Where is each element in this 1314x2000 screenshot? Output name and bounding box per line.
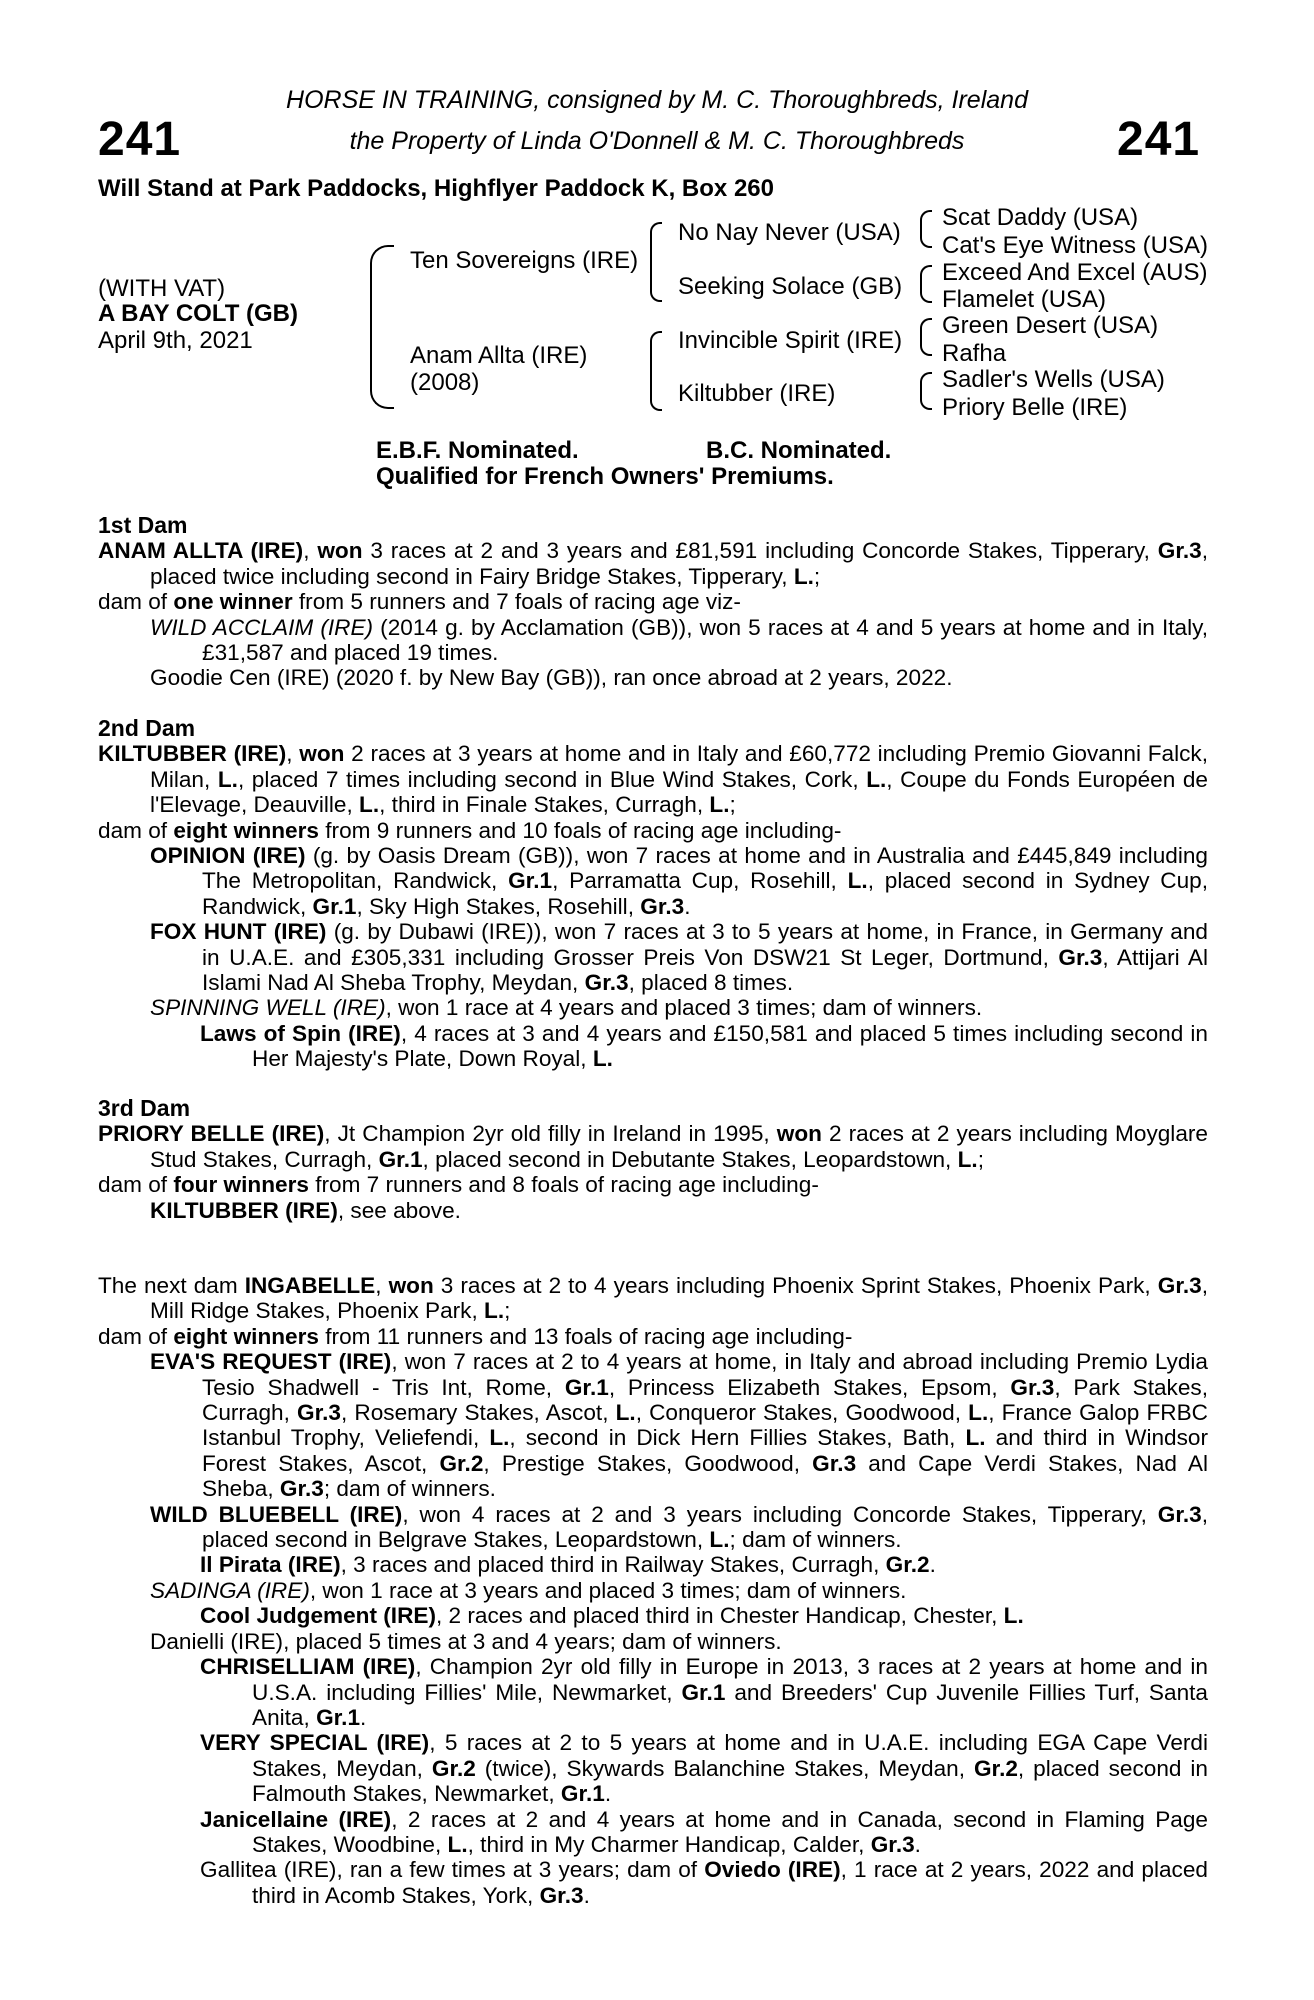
sd-sire: Exceed And Excel (AUS) [942, 259, 1208, 286]
dam-dam: Kiltubber (IRE) [678, 380, 836, 407]
pedigree-brace [370, 245, 394, 409]
first-dam-text: ANAM ALLTA (IRE), won 3 races at 2 and 3 years and £81,591 including Concorde Stakes, Tipperary, Gr.3, placed twice including second in Fairy Bridge Stakes, Tipperary, L.; [98, 538, 1208, 589]
french-premiums: Qualified for French Owners' Premiums. [376, 463, 834, 490]
ebf-nominated: E.B.F. Nominated. [376, 437, 579, 464]
next-dam-section [98, 1273, 1208, 1908]
dam-brace [650, 331, 662, 411]
horse-dob: April 9th, 2021 [98, 327, 253, 354]
produce-janicellaine: Janicellaine (IRE), 2 races at 2 and 4 years at home and in Canada, second in Flaming Page Stakes, Woodbine, L., third in My Charmer Handicap, Calder, Gr.3. [200, 1806, 1209, 1857]
sire-sire: No Nay Never (USA) [678, 219, 901, 246]
produce-kiltubber: KILTUBBER (IRE), see above. [150, 1197, 461, 1223]
vat-note: (WITH VAT) [98, 275, 226, 302]
property-line: the Property of Linda O'Donnell & M. C. Thoroughbreds [349, 127, 965, 155]
dam-sire: Invincible Spirit (IRE) [678, 327, 903, 354]
brace-ss [920, 265, 932, 303]
sire-dam: Seeking Solace (GB) [678, 273, 903, 300]
produce-danielli: Danielli (IRE), placed 5 times at 3 and 4 years; dam of winners. [150, 1628, 782, 1654]
first-dam-heading: 1st Dam [98, 512, 188, 538]
sire-brace [650, 222, 662, 302]
produce-chriselliam: CHRISELLIAM (IRE), Champion 2yr old filly in Europe in 2013, 3 races at 2 years at home and in U.S.A. including Fillies' Mile, Newmarket, Gr.1 and Breeders' Cup Juvenile Fillies Turf, Santa Anita, Gr.1. [200, 1654, 1209, 1730]
produce-wild-bluebell: WILD BLUEBELL (IRE), won 4 races at 2 and 3 years including Concorde Stakes, Tipperary, Gr.3, placed second in Belgrave Stakes, Leopardstown, L.; dam of winners. [150, 1501, 1209, 1553]
produce-spinning-well: SPINNING WELL (IRE), won 1 race at 4 years and placed 3 times; dam of winners. [150, 995, 983, 1021]
dam-year: (2008) [410, 369, 480, 396]
next-dam-text: The next dam INGABELLE, won 3 races at 2 to 4 years including Phoenix Sprint Stakes, Phoenix Park, Gr.3, Mill Ridge Stakes, Phoenix Park, L.; [98, 1273, 1208, 1324]
third-dam-heading: 3rd Dam [98, 1095, 191, 1121]
produce-il-pirata: Il Pirata (IRE), 3 races and placed third in Railway Stakes, Curragh, Gr.2. [200, 1552, 936, 1578]
sire: Ten Sovereigns (IRE) [410, 247, 639, 274]
produce-opinion: OPINION (IRE) (g. by Oasis Dream (GB)), won 7 races at home and in Australia and £445,849 including The Metropolitan, Randwick, Gr.1, Parramatta Cup, Rosehill, L., placed second in Sydney Cup, Randwick, Gr.1, Sky High Stakes, Rosehill, Gr.3. [150, 843, 1208, 919]
sd-dam: Flamelet (USA) [942, 286, 1107, 313]
produce-wild-acclaim: WILD ACCLAIM (IRE) (2014 g. by Acclamation (GB)), won 5 races at 4 and 5 years at home and in Italy, £31,587 and placed 19 times. [150, 614, 1208, 666]
produce-gallitea: Gallitea (IRE), ran a few times at 3 years; dam of Oviedo (IRE), 1 race at 2 years, 2022 and placed third in Acomb Stakes, York, Gr.3. [200, 1857, 1208, 1908]
horse-name: A BAY COLT (GB) [98, 300, 299, 327]
ds-dam: Rafha [942, 340, 1007, 367]
brace-is [920, 318, 932, 356]
second-dam-produce-summary: dam of eight winners from 9 runners and 10 foals of racing age including- [98, 817, 842, 843]
second-dam-text: KILTUBBER (IRE), won 2 races at 3 years at home and in Italy and £60,772 including Premio Giovanni Falck, Milan, L., placed 7 times including second in Blue Wind Stakes, Cork, L., Coupe du Fonds Européen de l'Elevage, Deauville, L., third in Finale Stakes, Curragh, L.; [98, 741, 1208, 818]
dd-sire: Sadler's Wells (USA) [942, 366, 1165, 393]
produce-sadinga: SADINGA (IRE), won 1 race at 3 years and placed 3 times; dam of winners. [150, 1577, 907, 1603]
third-dam-section [98, 1096, 1208, 1223]
next-dam-produce-summary: dam of eight winners from 11 runners and 13 foals of racing age including- [98, 1323, 853, 1349]
produce-evas-request: EVA'S REQUEST (IRE), won 7 races at 2 to 4 years at home, in Italy and abroad including Premio Lydia Tesio Shadwell - Tris Int, Rome, Gr.1, Princess Elizabeth Stakes, Epsom, Gr.3, Park Stakes, Curragh, Gr.3, Rosemary Stakes, Ascot, L., Conqueror Stakes, Goodwood, L., France Galop FRBC Istanbul Trophy, Veliefendi, L., second in Dick Hern Fillies Stakes, Bath, L. and third in Windsor Forest Stakes, Ascot, Gr.2, Prestige Stakes, Goodwood, Gr.3 and Cape Verdi Stakes, Nad Al Sheba, Gr.3; dam of winners. [150, 1349, 1209, 1502]
brace-kt [920, 372, 932, 410]
produce-very-special: VERY SPECIAL (IRE), 5 races at 2 to 5 years at home and in U.A.E. including EGA Cape Verdi Stakes, Meydan, Gr.2 (twice), Skywards Balanchine Stakes, Meydan, Gr.2, placed second in Falmouth Stakes, Newmarket, Gr.1. [200, 1730, 1209, 1807]
bc-nominated: B.C. Nominated. [706, 437, 892, 464]
brace-nnn [920, 210, 932, 248]
ss-sire: Scat Daddy (USA) [942, 204, 1139, 231]
first-dam-section [98, 513, 1208, 691]
produce-goodie-cen: Goodie Cen (IRE) (2020 f. by New Bay (GB)), ran once abroad at 2 years, 2022. [150, 665, 953, 691]
produce-fox-hunt: FOX HUNT (IRE) (g. by Dubawi (IRE)), won 7 races at 3 to 5 years at home, in France, in Germany and in U.A.E. and £305,331 including Grosser Preis Von DSW21 St Leger, Dortmund, Gr.3, Attijari Al Islami Nad Al Sheba Trophy, Meydan, Gr.3, placed 8 times. [150, 919, 1209, 996]
third-dam-text: PRIORY BELLE (IRE), Jt Champion 2yr old filly in Ireland in 1995, won 2 races at 2 years including Moyglare Stud Stakes, Curragh, Gr.1, placed second in Debutante Stakes, Leopardstown, L.; [98, 1121, 1208, 1172]
ss-dam: Cat's Eye Witness (USA) [942, 232, 1208, 259]
first-dam-produce-summary: dam of one winner from 5 runners and 7 foals of racing age viz- [98, 589, 741, 615]
dam: Anam Allta (IRE) [410, 342, 588, 369]
produce-laws-of-spin: Laws of Spin (IRE), 4 races at 3 and 4 years and £150,581 and placed 5 times including second in Her Majesty's Plate, Down Royal, L. [200, 1020, 1208, 1072]
stand-location: Will Stand at Park Paddocks, Highflyer Paddock K, Box 260 [98, 175, 774, 202]
consignor-line: HORSE IN TRAINING, consigned by M. C. Thoroughbreds, Ireland [286, 86, 1028, 114]
ds-sire: Green Desert (USA) [942, 312, 1159, 339]
lot-number-left: 241 [98, 113, 182, 166]
second-dam-section [98, 716, 1208, 1072]
dd-dam: Priory Belle (IRE) [942, 394, 1128, 421]
lot-number-right: 241 [1117, 113, 1201, 166]
produce-cool-judgement: Cool Judgement (IRE), 2 races and placed third in Chester Handicap, Chester, L. [200, 1603, 1024, 1629]
third-dam-produce-summary: dam of four winners from 7 runners and 8 foals of racing age including- [98, 1172, 819, 1198]
second-dam-heading: 2nd Dam [98, 715, 196, 741]
